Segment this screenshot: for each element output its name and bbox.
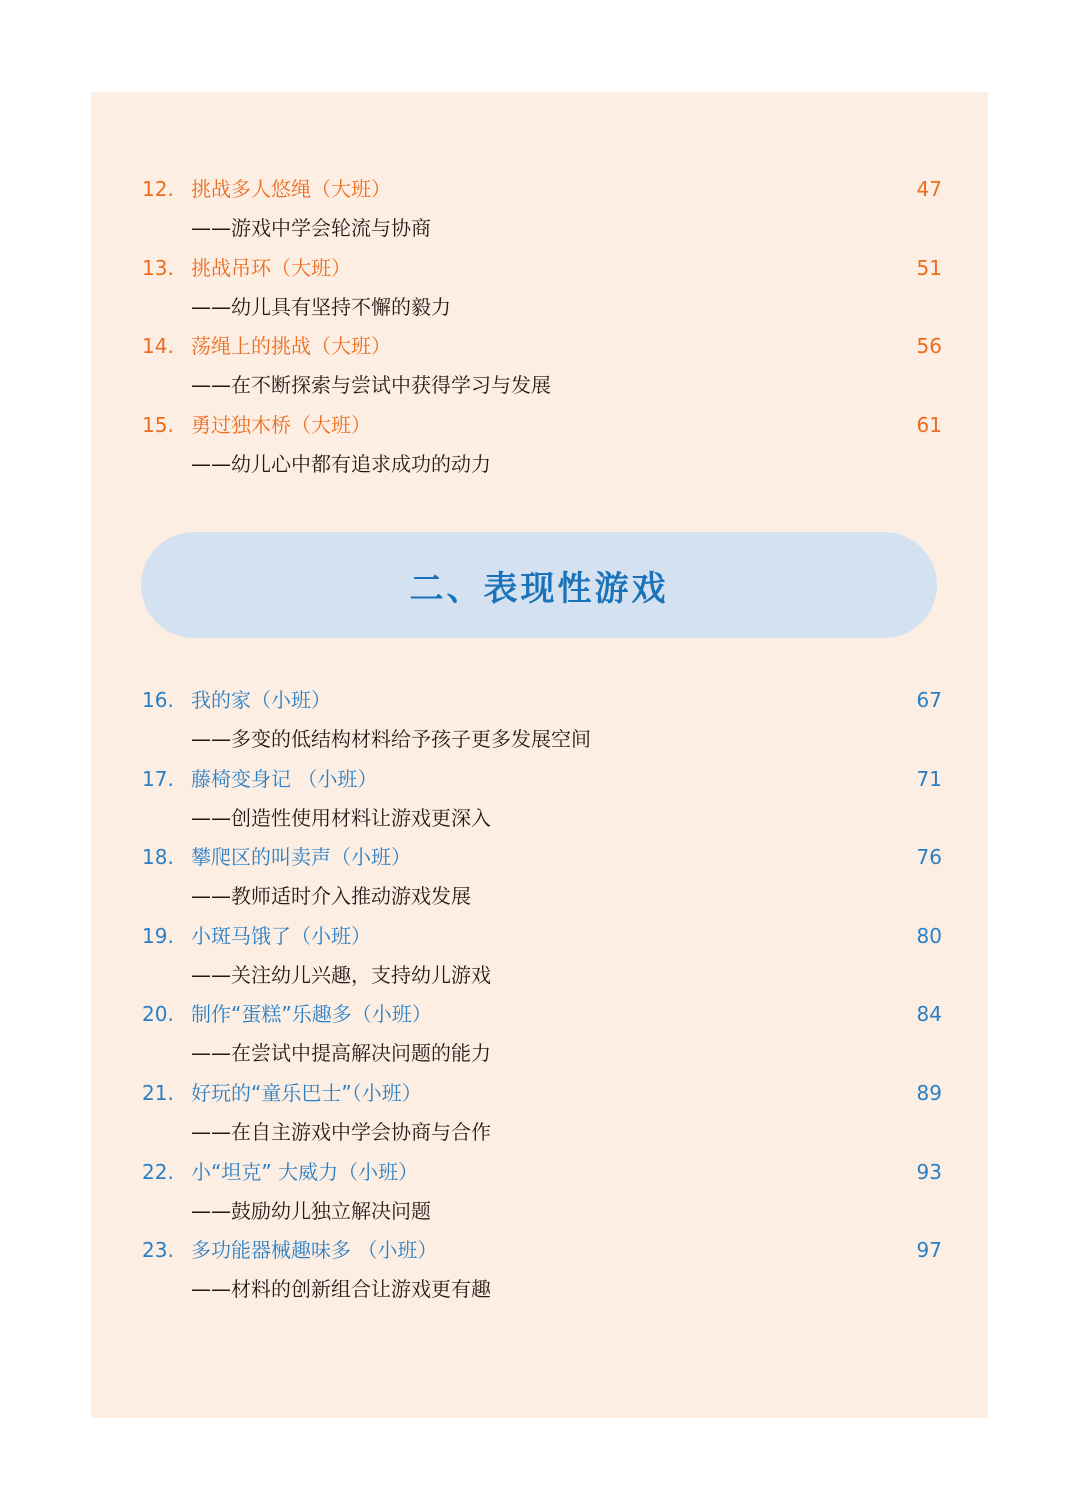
- toc-list-bottom: [142, 681, 942, 1310]
- toc-entry-page: 89: [916, 1080, 942, 1105]
- toc-entry-subtitle: ——关注幼儿兴趣，支持幼儿游戏: [191, 962, 491, 987]
- toc-entry-subtitle: ——在不断探索与尝试中获得学习与发展: [191, 373, 551, 398]
- toc-entry[interactable]: [142, 1231, 942, 1310]
- toc-entry-subtitle: ——在自主游戏中学会协商与合作: [191, 1119, 491, 1144]
- toc-entry-number: 13.: [142, 255, 174, 280]
- toc-entry-title[interactable]: 勇过独木桥（大班）: [191, 412, 371, 437]
- toc-entry-title-row: [142, 838, 942, 876]
- toc-entry-number: 22.: [142, 1159, 174, 1184]
- toc-entry-title-row: [142, 995, 942, 1033]
- toc-entry[interactable]: [142, 249, 942, 328]
- toc-entry-page: 76: [916, 845, 942, 870]
- section-title: 二、表现性游戏: [409, 568, 669, 609]
- toc-entry-title[interactable]: 挑战多人悠绳（大班）: [191, 177, 391, 201]
- toc-entry-page: 80: [916, 923, 942, 948]
- toc-entry-number: 17.: [142, 766, 174, 791]
- toc-entry[interactable]: [142, 170, 942, 249]
- toc-entry-subtitle: ——幼儿心中都有追求成功的动力: [191, 451, 491, 476]
- toc-entry[interactable]: [142, 838, 942, 917]
- toc-entry[interactable]: [142, 406, 942, 485]
- toc-entry[interactable]: [142, 917, 942, 996]
- toc-entry-title-row: [142, 1153, 942, 1191]
- toc-entry-title-row: [142, 760, 942, 798]
- toc-entry-page: 97: [916, 1238, 942, 1263]
- toc-entry-subtitle: ——鼓励幼儿独立解决问题: [191, 1198, 431, 1223]
- toc-entry-subtitle: ——多变的低结构材料给予孩子更多发展空间: [191, 727, 591, 751]
- toc-entry-number: 16.: [142, 688, 174, 712]
- toc-entry-page: 47: [916, 177, 942, 201]
- toc-entry-title-row: [142, 327, 942, 365]
- toc-entry-title[interactable]: 制作“蛋糕”乐趣多（小班）: [191, 1002, 432, 1027]
- section-banner: [141, 532, 937, 638]
- toc-entry[interactable]: [142, 760, 942, 839]
- toc-entry-title[interactable]: 荡绳上的挑战（大班）: [191, 334, 391, 359]
- toc-entry-subtitle: ——游戏中学会轮流与协商: [191, 216, 431, 240]
- toc-entry[interactable]: [142, 681, 942, 760]
- toc-entry-title[interactable]: 挑战吊环（大班）: [191, 255, 351, 280]
- toc-entry-subtitle: ——教师适时介入推动游戏发展: [191, 884, 471, 909]
- toc-entry-title[interactable]: 多功能器械趣味多 （小班）: [191, 1238, 438, 1263]
- toc-entry-subtitle: ——幼儿具有坚持不懈的毅力: [191, 294, 451, 319]
- toc-entry-number: 18.: [142, 845, 174, 870]
- toc-entry-title[interactable]: 我的家（小班）: [191, 688, 331, 712]
- toc-entry-title-row: [142, 917, 942, 955]
- toc-entry-subtitle: ——创造性使用材料让游戏更深入: [191, 805, 491, 830]
- toc-entry-page: 93: [916, 1159, 942, 1184]
- toc-entry[interactable]: [142, 1074, 942, 1153]
- toc-entry[interactable]: [142, 327, 942, 406]
- toc-entry-title[interactable]: 小“坦克” 大威力（小班）: [191, 1159, 419, 1184]
- toc-entry-title[interactable]: 小斑马饿了（小班）: [191, 923, 371, 948]
- toc-entry[interactable]: [142, 1153, 942, 1232]
- toc-entry-title[interactable]: 藤椅变身记 （小班）: [191, 766, 378, 791]
- toc-entry-page: 56: [916, 334, 942, 359]
- toc-entry-page: 71: [916, 766, 942, 791]
- toc-entry-subtitle: ——材料的创新组合让游戏更有趣: [191, 1277, 491, 1302]
- toc-entry-page: 51: [916, 255, 942, 280]
- toc-entry-number: 12.: [142, 177, 174, 201]
- toc-entry-number: 14.: [142, 334, 174, 359]
- toc-entry-title-row: [142, 170, 942, 208]
- toc-list-top: [142, 170, 942, 484]
- toc-entry-title[interactable]: 好玩的“童乐巴士”（小班）: [191, 1080, 422, 1105]
- toc-entry-title-row: [142, 249, 942, 287]
- toc-entry-title-row: [142, 406, 942, 444]
- toc-entry[interactable]: [142, 995, 942, 1074]
- toc-entry-number: 20.: [142, 1002, 174, 1027]
- toc-entry-title-row: [142, 681, 942, 719]
- toc-entry-title[interactable]: 攀爬区的叫卖声（小班）: [191, 845, 411, 870]
- toc-entry-number: 23.: [142, 1238, 174, 1263]
- toc-entry-number: 15.: [142, 412, 174, 437]
- toc-entry-page: 84: [916, 1002, 942, 1027]
- toc-entry-title-row: [142, 1231, 942, 1269]
- toc-entry-subtitle: ——在尝试中提高解决问题的能力: [191, 1041, 491, 1066]
- toc-entry-page: 67: [916, 688, 942, 712]
- toc-entry-page: 61: [916, 412, 942, 437]
- toc-entry-number: 19.: [142, 923, 174, 948]
- toc-entry-number: 21.: [142, 1080, 174, 1105]
- toc-entry-title-row: [142, 1074, 942, 1112]
